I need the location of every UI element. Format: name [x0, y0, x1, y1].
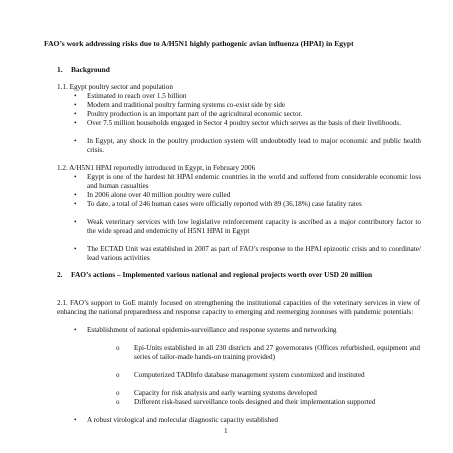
- list-item: • To date, a total of 246 human cases were officially reported with 89 (36.18%) case fatality rates: [74, 200, 362, 208]
- bullet-icon: •: [74, 326, 77, 334]
- section-heading-1: [57, 65, 110, 74]
- section-number: 1.: [57, 65, 63, 74]
- list-item: • Modern and traditional poultry farming systems co-exist side by side: [74, 101, 286, 109]
- bullet-icon: •: [74, 119, 77, 127]
- section-number: 2.: [57, 270, 63, 279]
- list-item: • A robust virological and molecular diagnostic capacity established: [74, 416, 279, 424]
- document-title: FAO’s work addressing risks due to A/H5N1 highly pathogenic avian influenza (HPAI) in Egypt: [44, 39, 354, 48]
- bullet-icon: •: [74, 173, 77, 181]
- sub-list-item: o Epi-Units established in all 230 districts and 27 governorates (Offices refurbished, equipment and series of tailor-made hands-on training provided): [116, 344, 420, 361]
- list-item: • Estimated to reach over 1.5 billion: [74, 92, 187, 100]
- list-item: • Poultry production is an important part of the agricultural economic sector.: [74, 110, 303, 118]
- subsection-paragraph-2-1: 2.1. FAO’s support to GoE mainly focused on strengthening the institutional capacities of the veterinary services in view of enhancing the national preparedness and response capacity to emerging and reemerging zoonoses with pandemic potentials:: [57, 299, 420, 316]
- list-item: • Weak veterinary services with low legislative reinforcement capacity is ascribed as a major contributory factor to the wide spread and endemicity of H5N1 HPAI in Egypt: [74, 218, 421, 235]
- list-item: • Egypt is one of the hardest hit HPAI endemic countries in the world and suffered from considerable economic loss and human casualties: [74, 173, 421, 190]
- sub-list-item: o Capacity for risk analysis and early warning systems developed: [116, 389, 317, 397]
- sub-list-item: o Computerized TADInfo database management system customized and instituted: [116, 371, 365, 379]
- section-heading-2: [57, 270, 417, 280]
- list-item: • Establishment of national epidemio-surveillance and response systems and networking: [74, 326, 337, 334]
- list-item: • In Egypt, any shock in the poultry production system will undoubtedly lead to major economic and public health crisis.: [74, 137, 421, 154]
- bullet-icon: •: [74, 200, 77, 208]
- bullet-icon: •: [74, 110, 77, 118]
- list-item: • The ECTAD Unit was established in 2007 as part of FAO’s response to the HPAI epizootic crisis and to coordinate/ lead various activities: [74, 245, 421, 262]
- list-item: • Over 7.5 million households engaged in Sector 4 poultry sector which serves as the basis of their livelihoods.: [74, 119, 401, 127]
- circle-bullet-icon: o: [116, 371, 120, 379]
- section-title: Background: [71, 65, 110, 74]
- circle-bullet-icon: o: [116, 389, 120, 397]
- page-number: 1: [224, 427, 228, 435]
- bullet-icon: •: [74, 416, 77, 424]
- bullet-icon: •: [74, 245, 77, 253]
- bullet-icon: •: [74, 191, 77, 199]
- circle-bullet-icon: o: [116, 398, 120, 406]
- subsection-heading-1-1: 1.1. Egypt poultry sector and population: [57, 83, 173, 91]
- subsection-heading-1-2: 1.2. A/H5N1 HPAI reportedly introduced in Egypt, in February 2006: [57, 164, 256, 172]
- bullet-icon: •: [74, 101, 77, 109]
- bullet-icon: •: [74, 137, 77, 145]
- circle-bullet-icon: o: [116, 344, 120, 352]
- bullet-icon: •: [74, 92, 77, 100]
- section-title: FAO’s actions – Implemented various national and regional projects worth over USD 20 million: [71, 270, 373, 279]
- list-item: • In 2006 alone over 40 million poultry were culled: [74, 191, 231, 199]
- bullet-icon: •: [74, 218, 77, 226]
- sub-list-item: o Different risk-based surveillance tools designed and their implementation supported: [116, 398, 376, 406]
